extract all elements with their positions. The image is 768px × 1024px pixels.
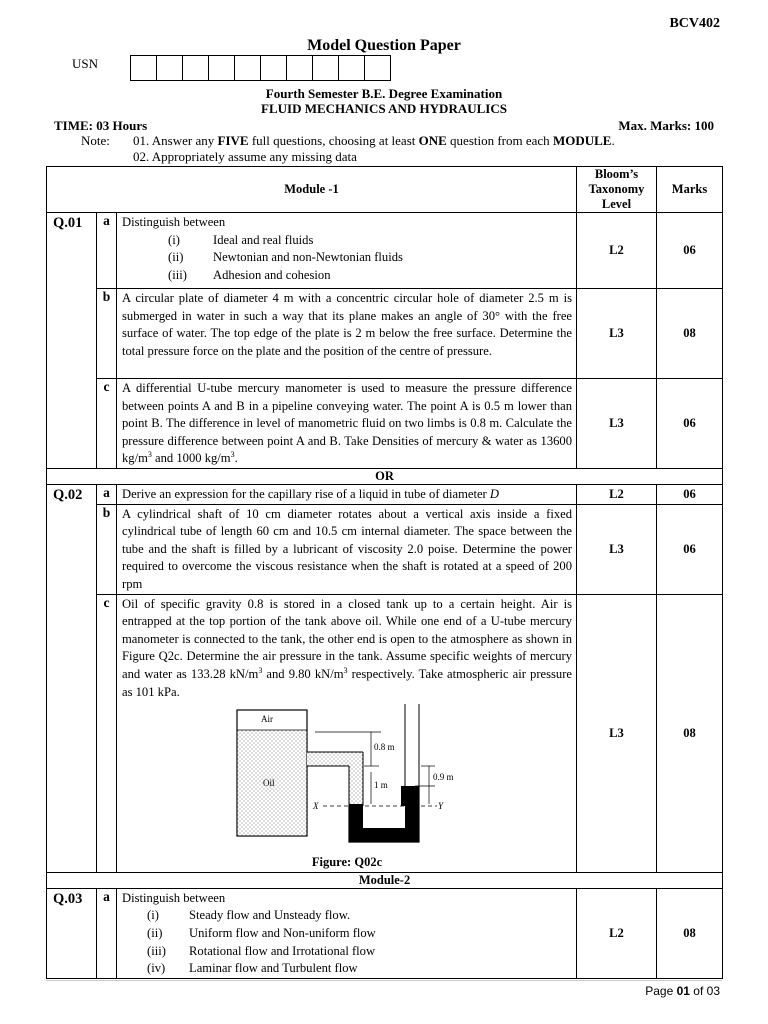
- table-row: [47, 504, 723, 594]
- blooms-level: L3: [577, 289, 657, 379]
- subpart-label: c: [97, 594, 117, 872]
- or-separator: OR: [47, 468, 723, 484]
- question-number: Q.02: [47, 484, 97, 872]
- marks-value: 08: [657, 289, 723, 379]
- usn-box[interactable]: [338, 55, 365, 81]
- blooms-level: L2: [577, 213, 657, 289]
- subpart-label: a: [97, 484, 117, 504]
- page-number: Page 01 of 03: [645, 984, 720, 998]
- time-label: TIME: 03 Hours: [54, 118, 148, 133]
- blooms-level: L3: [577, 594, 657, 872]
- note-label: Note:: [81, 133, 110, 148]
- marks-value: 06: [657, 213, 723, 289]
- note-1: 01. Answer any FIVE full questions, choosing at least ONE question from each MODULE.: [133, 133, 615, 148]
- table-row: [47, 888, 723, 978]
- question-text: A differential U-tube mercury manometer is used to measure the pressure difference between points A and B in a pipeline conveying water. The point A is 0.5 m lower than point B. The difference in level of manometric fluid on two limbs is 0.8 m. Calculate the pressure difference between point A and B. Take Densities of mercury & water as 13600 $kg/m^3$ and 1000 $kg/m^3$.: [117, 379, 577, 469]
- question-text: Distinguish between (i) Steady flow and Unsteady flow. (ii) Uniform flow and Non-uniform flow (iii) Rotational flow and Irrotational flow (iv) Laminar flow and Turbulent flow: [117, 888, 577, 978]
- label-oil: Oil: [263, 778, 275, 789]
- blooms-header: Bloom’s Taxonomy Level: [577, 167, 657, 213]
- question-text: A circular plate of diameter 4 m with a concentric circular hole of diameter 2.5 m is submerged in water in such a way that its plane makes an angle of 30° with the free surface of water. The top edge of the plate is 2 m below the free surface. Determine the total pressure force on the plate and the position of the centre of pressure.: [117, 289, 577, 379]
- question-text: Oil of specific gravity 0.8 is stored in a closed tank up to a certain height. Air is entrapped at the top portion of the tank above oil. While one end of a U-tube mercury manometer is connected to the tank, the other end is open to the atmosphere as shown in Figure Q2c. Determine the air pressure in the tank. Assume specific weights of mercury and water as 133.28 $kN/m^3$ and 9.80 $kN/m^3$ respectively. Take atmospheric air pressure as 101 kPa. Air Oil 0.8 m 1 m 0.9 m X Y Figure: Q02c: [117, 594, 577, 872]
- module-1-heading: Module -1: [47, 167, 577, 213]
- marks-value: 08: [657, 594, 723, 872]
- table-row: [47, 213, 723, 289]
- marks-value: 06: [657, 379, 723, 469]
- question-table: [46, 166, 723, 979]
- marks-value: 08: [657, 888, 723, 978]
- figure-caption: Figure: Q02c: [311, 855, 383, 870]
- subpart-label: b: [97, 289, 117, 379]
- paper-code: BCV402: [669, 16, 720, 31]
- label-x: X: [313, 801, 319, 812]
- usn-box[interactable]: [260, 55, 287, 81]
- manometer-figure: [231, 704, 463, 852]
- table-row: [47, 379, 723, 469]
- label-1m: 1 m: [374, 780, 388, 791]
- blooms-level: L3: [577, 504, 657, 594]
- subpart-label: a: [97, 213, 117, 289]
- usn-box[interactable]: [286, 55, 313, 81]
- subpart-label: c: [97, 379, 117, 469]
- question-number: Q.03: [47, 888, 97, 978]
- marks-value: 06: [657, 504, 723, 594]
- or-row: [47, 468, 723, 484]
- max-marks-label: Max. Marks: 100: [618, 118, 714, 133]
- label-0-9m: 0.9 m: [433, 772, 454, 783]
- subpart-label: b: [97, 504, 117, 594]
- semester-line: Fourth Semester B.E. Degree Examination: [265, 86, 503, 101]
- marks-value: 06: [657, 484, 723, 504]
- label-air: Air: [261, 714, 273, 725]
- question-text: A cylindrical shaft of 10 cm diameter rotates about a vertical axis inside a fixed cylindrical tube of length 60 cm and 10.5 cm internal diameter. The space between the tube and the shaft is filled by a lubricant of viscosity 2.0 poise. Determine the power required to overcome the viscous resistance when the shaft is rotated at a speed of 200 rpm: [117, 504, 577, 594]
- usn-boxes[interactable]: [131, 55, 391, 81]
- question-number: Q.01: [47, 213, 97, 469]
- note-2: 02. Appropriately assume any missing data: [133, 149, 357, 164]
- label-y: Y: [438, 801, 444, 812]
- usn-box[interactable]: [130, 55, 157, 81]
- table-row: [47, 484, 723, 504]
- blooms-level: L2: [577, 888, 657, 978]
- paper-title: Model Question Paper: [307, 37, 461, 54]
- label-0-8m: 0.8 m: [374, 742, 395, 753]
- usn-box[interactable]: [234, 55, 261, 81]
- blooms-level: L2: [577, 484, 657, 504]
- marks-header: Marks: [657, 167, 723, 213]
- footer-divider: [46, 980, 722, 981]
- blooms-level: L3: [577, 379, 657, 469]
- table-row: [47, 289, 723, 379]
- subpart-label: a: [97, 888, 117, 978]
- question-text: Derive an expression for the capillary rise of a liquid in tube of diameter D: [117, 484, 577, 504]
- subject-line: FLUID MECHANICS AND HYDRAULICS: [261, 101, 507, 116]
- usn-box[interactable]: [156, 55, 183, 81]
- usn-box[interactable]: [364, 55, 391, 81]
- module-2-heading: Module-2: [47, 872, 723, 888]
- table-row: [47, 594, 723, 872]
- module-row: [47, 872, 723, 888]
- usn-box[interactable]: [208, 55, 235, 81]
- usn-label: USN: [72, 56, 99, 71]
- usn-box[interactable]: [312, 55, 339, 81]
- table-header-row: [47, 167, 723, 213]
- question-text: Distinguish between (i) Ideal and real fluids (ii) Newtonian and non-Newtonian fluids (iii) Adhesion and cohesion: [117, 213, 577, 289]
- usn-box[interactable]: [182, 55, 209, 81]
